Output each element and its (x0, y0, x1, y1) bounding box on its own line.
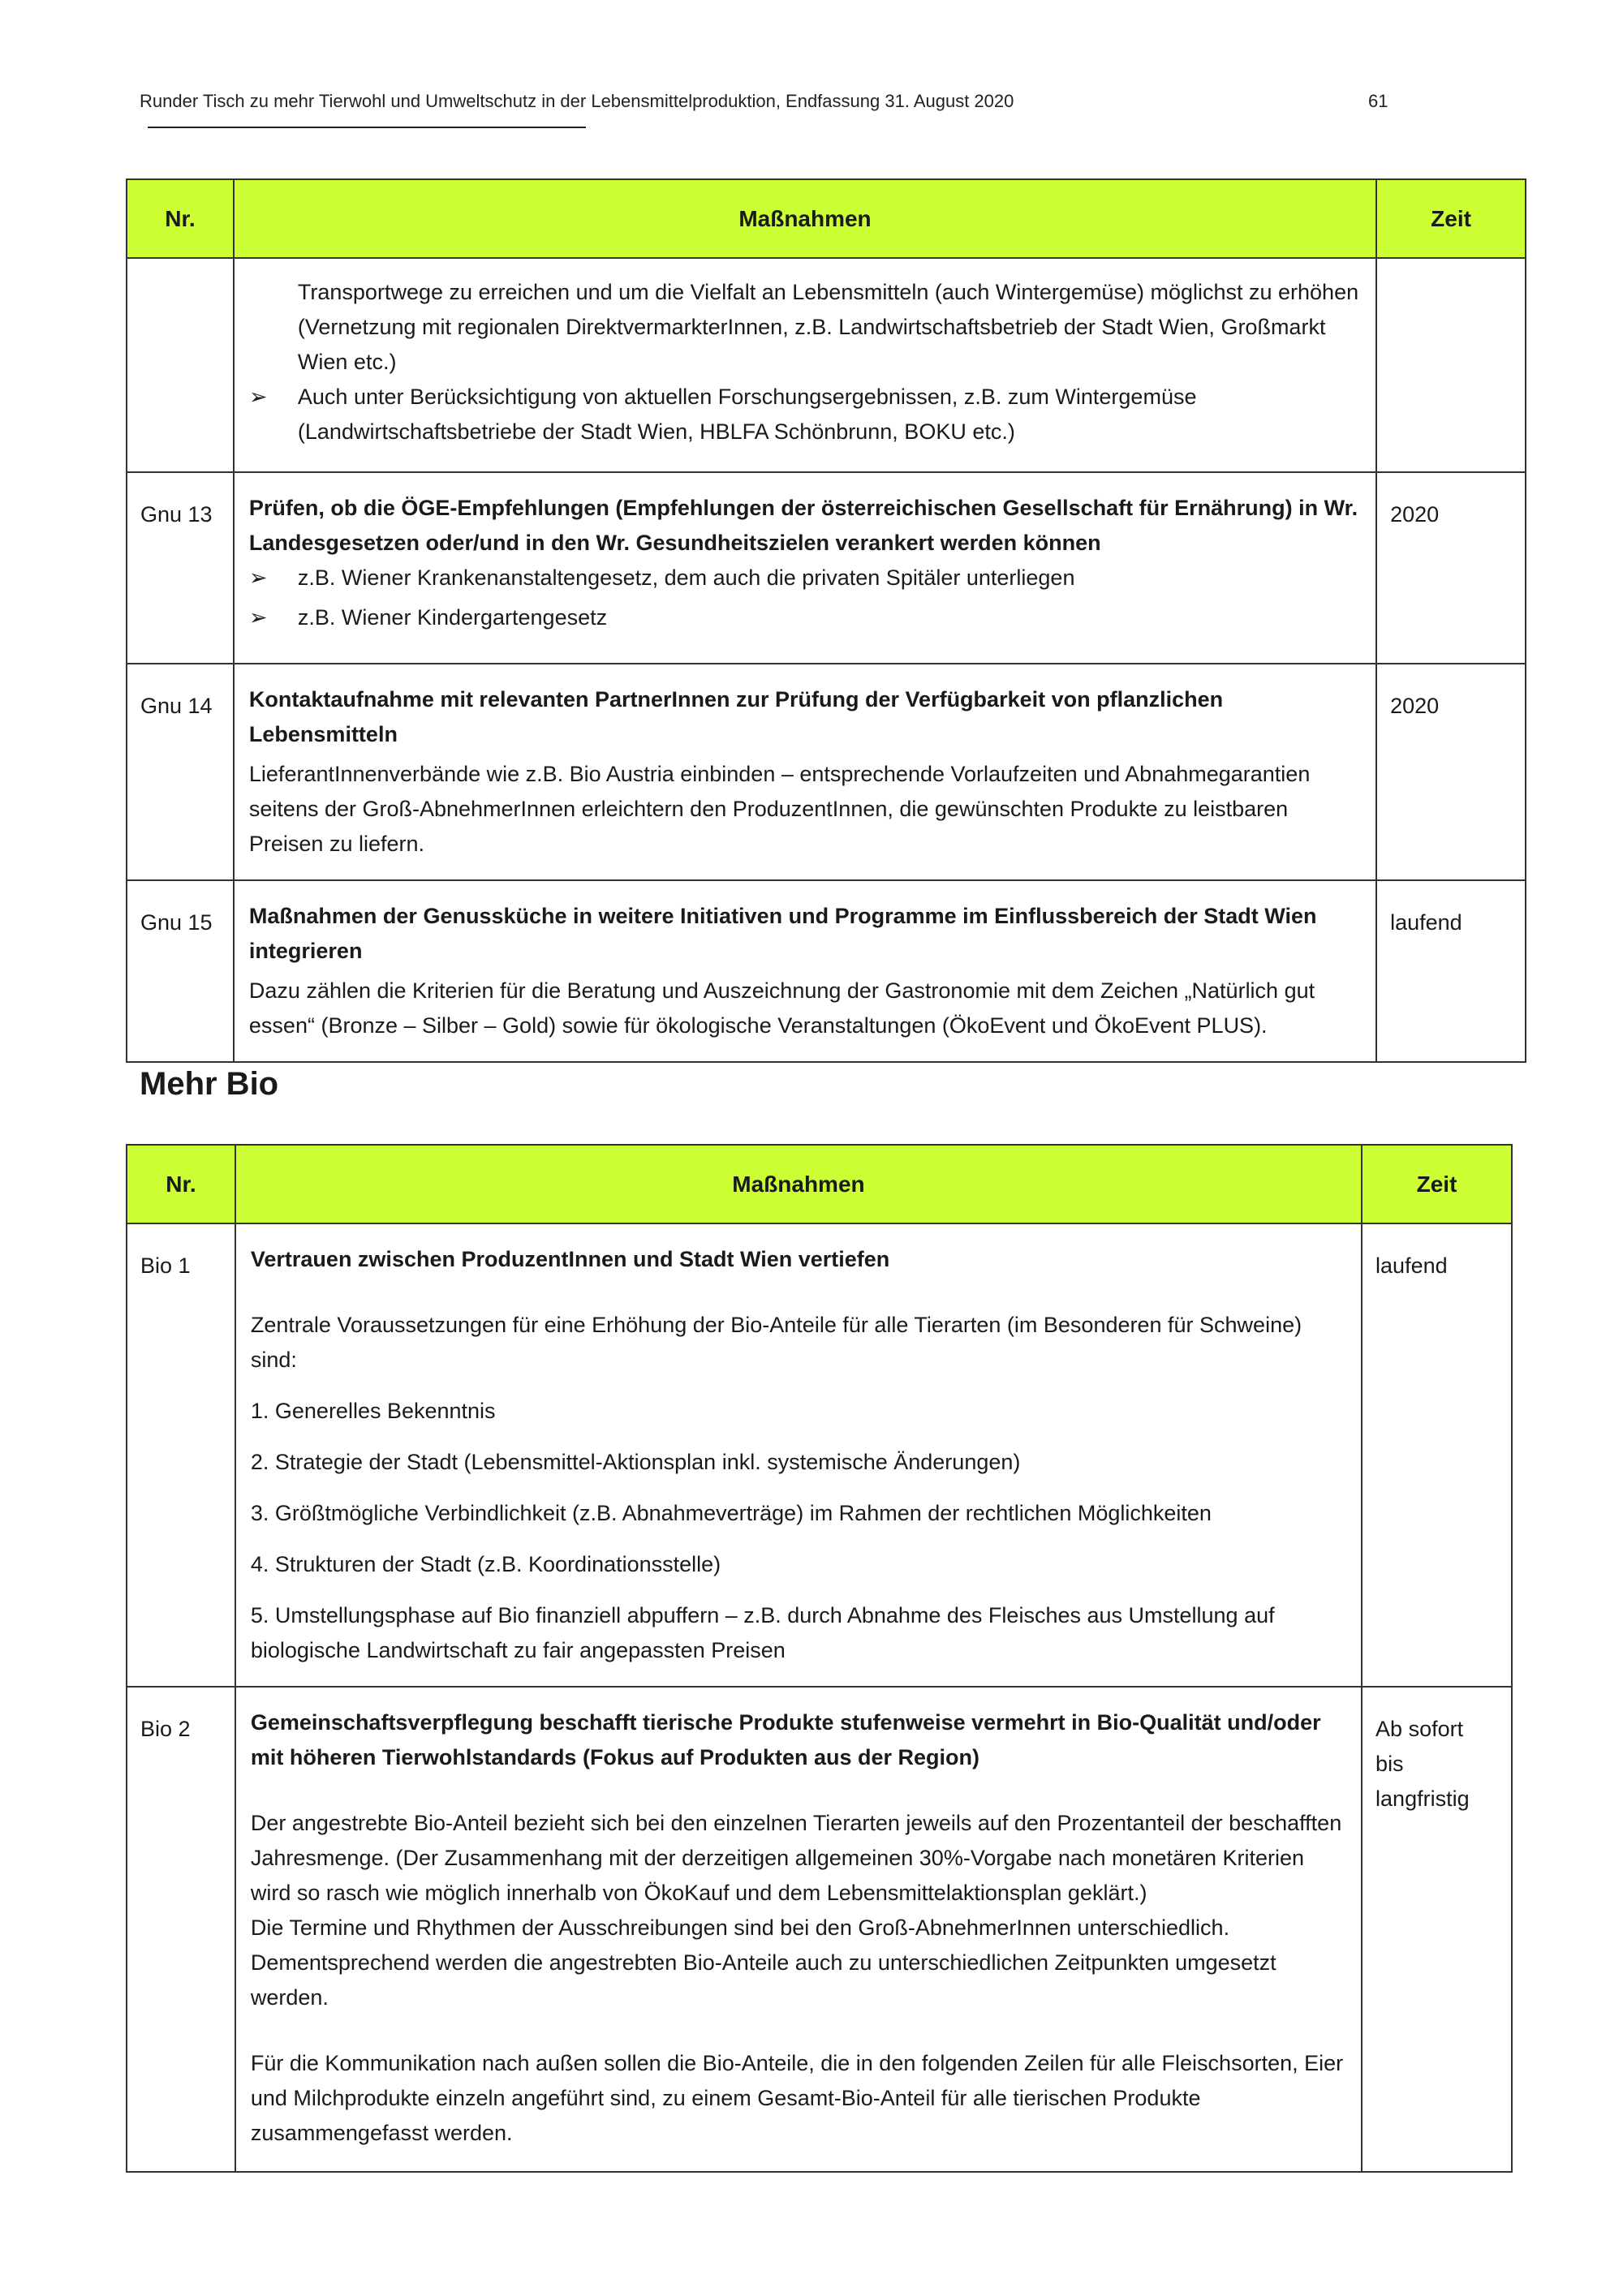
table-row-gnu14 (127, 664, 1526, 880)
list-item (249, 561, 1361, 595)
list-item (249, 600, 1361, 635)
cell-measures (234, 664, 1376, 880)
header-measures: Maßnahmen (234, 179, 1376, 258)
measure-intro: Zentrale Voraussetzungen für eine Erhöhung der Bio-Anteile für alle Tierarten (im Besonderen für Schweine) sind: (250, 1313, 1302, 1372)
measure-title: Gemeinschaftsverpflegung beschafft tierische Produkte stufenweise vermehrt in Bio-Qualität und/oder mit höheren Tierwohlstandards (Fokus auf Produkten aus der Region) (250, 1710, 1321, 1769)
arrow-bullet-icon: ➢ (248, 385, 268, 409)
bullet-text: z.B. Wiener Kindergartengesetz (297, 605, 608, 630)
bullet-text: Auch unter Berücksichtigung von aktuellen Forschungsergebnissen, z.B. zum Wintergemüse (Landwirtschaftsbetriebe der Stadt Wien, HBLFA Schönbrunn, BOKU etc.) (297, 385, 1197, 444)
continuation-line2: (Vernetzung mit regionalen DirektvermarkterInnen, z.B. Landwirtschaftsbetrieb der Stadt Wien, Großmarkt Wien etc.) (297, 315, 1326, 374)
measure-text: Dazu zählen die Kriterien für die Beratung und Auszeichnung der Gastronomie mit dem Zeichen „Natürlich gut essen“ (Bronze – Silber – Gold) sowie für ökologische Veranstaltungen (ÖkoEvent und ÖkoEvent PLUS). (248, 978, 1315, 1038)
bullet-text: z.B. Wiener Krankenanstaltengesetz, dem auch die privaten Spitäler unterliegen (297, 565, 1075, 590)
cell-time (1362, 1687, 1512, 2172)
arrow-bullet-icon: ➢ (248, 565, 268, 590)
cell-nr: Gnu 13 (127, 472, 234, 664)
table-row-bio2 (127, 1687, 1512, 2172)
measure-title: Maßnahmen der Genussküche in weitere Initiativen und Programme im Einflussbereich der Stadt Wien integrieren (248, 904, 1317, 963)
table-row-gnu13 (127, 472, 1526, 664)
header-measures: Maßnahmen (235, 1145, 1362, 1223)
page-number: 61 (1368, 91, 1388, 111)
header-time: Zeit (1376, 179, 1526, 258)
header-time: Zeit (1362, 1145, 1512, 1223)
time-line: langfristig (1375, 1786, 1470, 1811)
cell-nr-empty (127, 258, 234, 472)
cell-time: laufend (1362, 1223, 1512, 1687)
measure-paragraph: Die Termine und Rhythmen der Ausschreibungen sind bei den Groß-AbnehmerInnen unterschiedlich. Dementsprechend werden die angestrebten Bio-Anteile auch zu unterschiedlichen Zeitpunkten umgesetzt werden. (250, 1915, 1276, 2010)
list-item: 1. Generelles Bekenntnis (250, 1399, 496, 1423)
list-item: 2. Strategie der Stadt (Lebensmittel-Aktionsplan inkl. systemische Änderungen) (250, 1450, 1021, 1474)
table-header-row (127, 179, 1526, 258)
header-rule (148, 126, 586, 128)
cell-measures (235, 1223, 1362, 1687)
cell-time: 2020 (1376, 472, 1526, 664)
running-title: Runder Tisch zu mehr Tierwohl und Umweltschutz in der Lebensmittelproduktion, Endfassung 31. August 2020 (140, 91, 1014, 111)
continuation-line1: Transportwege zu erreichen und um die Vielfalt an Lebensmitteln (auch Wintergemüse) möglichst zu erhöhen (297, 280, 1359, 304)
cell-time: 2020 (1376, 664, 1526, 880)
time-line: bis (1375, 1752, 1404, 1776)
cell-time: laufend (1376, 880, 1526, 1062)
measure-title: Vertrauen zwischen ProduzentInnen und Stadt Wien vertiefen (250, 1247, 890, 1271)
list-item (249, 380, 1361, 449)
measures-table-bio (126, 1144, 1513, 2173)
table-row-bio1 (127, 1223, 1512, 1687)
section-title: Mehr Bio (140, 1066, 279, 1102)
cell-measures (234, 472, 1376, 664)
measure-title: Prüfen, ob die ÖGE-Empfehlungen (Empfehlungen der österreichischen Gesellschaft für Ernährung) in Wr. Landesgesetzen oder/und in den Wr. Gesundheitszielen verankert werden können (248, 496, 1358, 555)
cell-time-empty (1376, 258, 1526, 472)
cell-measures (234, 880, 1376, 1062)
cell-nr: Bio 1 (127, 1223, 235, 1687)
list-item: 3. Größtmögliche Verbindlichkeit (z.B. Abnahmeverträge) im Rahmen der rechtlichen Möglichkeiten (250, 1501, 1212, 1525)
cell-measures (235, 1687, 1362, 2172)
cell-nr: Gnu 14 (127, 664, 234, 880)
table-header-row (127, 1145, 1512, 1223)
header-nr: Nr. (127, 179, 234, 258)
cell-nr: Gnu 15 (127, 880, 234, 1062)
cell-measures-continuation (234, 258, 1376, 472)
table-row-continuation (127, 258, 1526, 472)
list-item: 5. Umstellungsphase auf Bio finanziell abpuffern – z.B. durch Abnahme des Fleisches aus Umstellung auf biologische Landwirtschaft zu fair angepassten Preisen (250, 1603, 1275, 1662)
running-header (140, 91, 1389, 133)
measure-paragraph: Der angestrebte Bio-Anteil bezieht sich bei den einzelnen Tierarten jeweils auf den Prozentanteil der beschafften Jahresmenge. (Der Zusammenhang mit der derzeitigen allgemeinen 30%-Vorgabe nach monetären Kriterien wird so rasch wie möglich innerhalb von ÖkoKauf und dem Lebensmittelaktionsplan geklärt.) (250, 1811, 1342, 1905)
measures-table-genuss (126, 178, 1526, 1063)
arrow-bullet-icon: ➢ (248, 605, 268, 630)
cell-nr: Bio 2 (127, 1687, 235, 2172)
header-nr: Nr. (127, 1145, 235, 1223)
measure-text: LieferantInnenverbände wie z.B. Bio Austria einbinden – entsprechende Vorlaufzeiten und Abnahmegarantien seitens der Groß-AbnehmerInnen erleichtern den ProduzentInnen, die gewünschten Produkte zu leistbaren Preisen zu liefern. (248, 762, 1311, 856)
measure-title: Kontaktaufnahme mit relevanten PartnerInnen zur Prüfung der Verfügbarkeit von pflanzlichen Lebensmitteln (248, 687, 1224, 746)
list-item: 4. Strukturen der Stadt (z.B. Koordinationsstelle) (250, 1552, 721, 1576)
time-line: Ab sofort (1375, 1717, 1464, 1741)
table-row-gnu15 (127, 880, 1526, 1062)
measure-paragraph: Für die Kommunikation nach außen sollen die Bio-Anteile, die in den folgenden Zeilen für alle Fleischsorten, Eier und Milchprodukte einzeln angeführt sind, zu einem Gesamt-Bio-Anteil für alle tierischen Produkte zusammengefasst werden. (250, 2051, 1344, 2145)
